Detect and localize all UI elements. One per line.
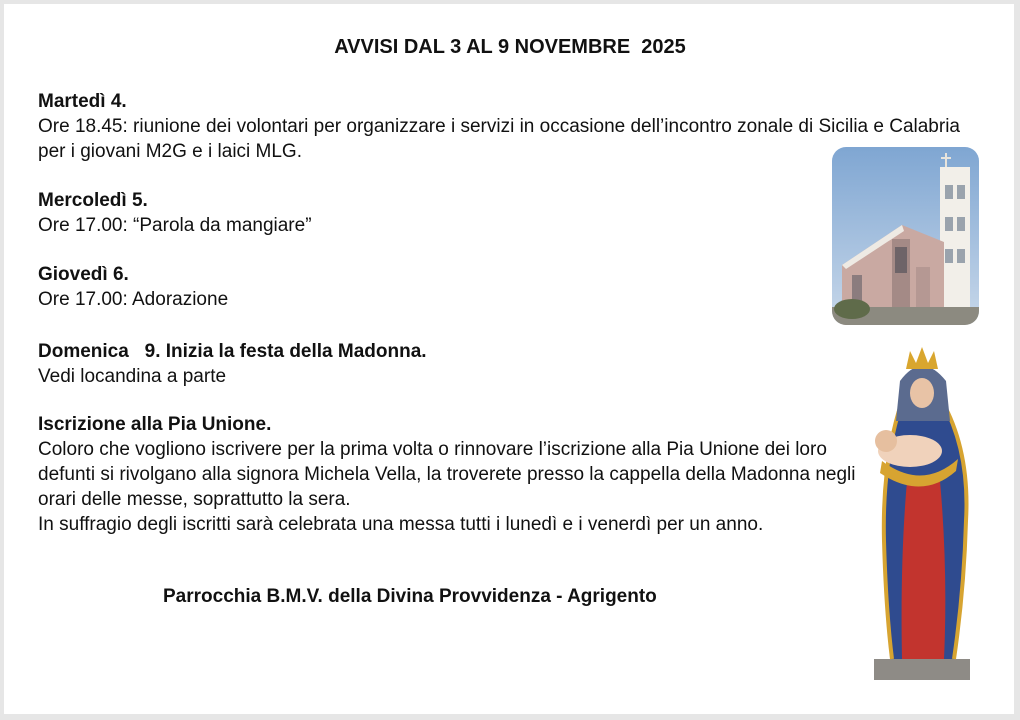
announcement-text: Coloro che vogliono iscrivere per la prima volta o rinnovare l’iscrizione alla Pia Unione dei loro defunti si rivolgano alla signora Michela Vella, la troverete presso la cappella della Madonna negli orari delle messe, soprattutto la sera. <box>38 439 856 510</box>
announcement-heading: Martedì 4. <box>38 91 127 112</box>
madonna-statue <box>862 341 981 680</box>
announcement-heading: Domenica 9. Inizia la festa della Madonna. <box>38 341 427 362</box>
announcement-text: Ore 18.45: riunione dei volontari per organizzare i servizi in occasione dell’incontro zonale di Sicilia e Calabria per i giovani M2G e i laici MLG. <box>38 116 960 162</box>
announcement-heading: Giovedì 6. <box>38 264 129 285</box>
announcement-text: In suffragio degli iscritti sarà celebrata una messa tutti i lunedì e i venerdì per un anno. <box>38 514 764 535</box>
page-title: AVVISI DAL 3 AL 9 NOVEMBRE 2025 <box>334 36 686 58</box>
announcement-wednesday <box>38 188 312 238</box>
church-photo <box>832 147 979 325</box>
announcement-text: Ore 17.00: Adorazione <box>38 289 229 310</box>
announcement-heading: Iscrizione alla Pia Unione. <box>38 414 272 435</box>
announcement-sunday <box>38 339 427 389</box>
announcement-text: Ore 17.00: “Parola da mangiare” <box>38 215 312 236</box>
parish-footer: Parrocchia B.M.V. della Divina Provvidenza - Agrigento <box>163 586 657 607</box>
announcement-text: Vedi locandina a parte <box>38 366 227 387</box>
announcement-pia-unione <box>38 412 858 537</box>
announcement-thursday <box>38 262 228 312</box>
announcement-heading: Mercoledì 5. <box>38 190 148 211</box>
